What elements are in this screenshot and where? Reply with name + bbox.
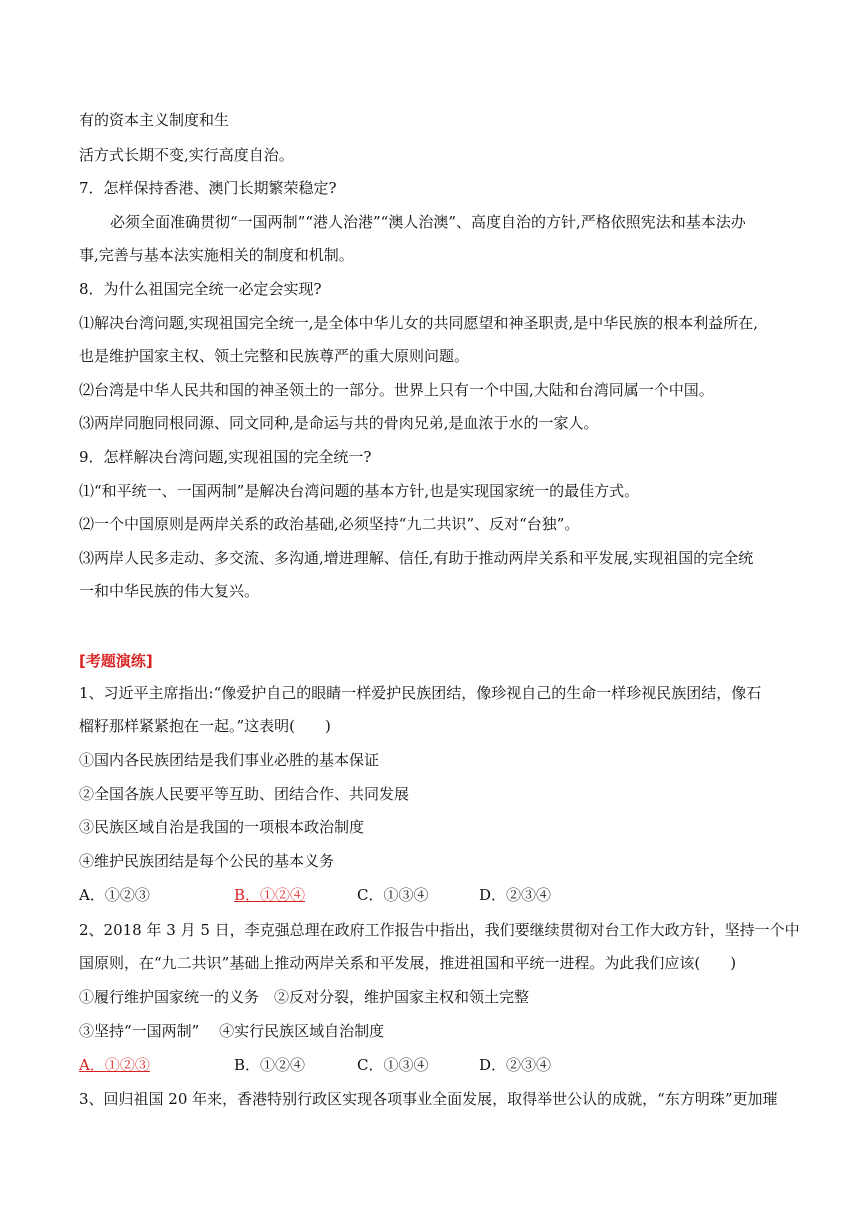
q9-title: 9．怎样解决台湾问题,实现祖国的完全统一? [79,448,372,466]
q7-answer-line: 必须全面准确贯彻“一国两制”“港人治港”“澳人治澳”、高度自治的方针,严格依照宪法和基本法办 [110,213,746,231]
q9-item-2: ⑵一个中国原则是两岸关系的政治基础,必须坚持“九二共识”、反对“台独”。 [79,515,580,533]
q7-title: 7．怎样保持香港、澳门长期繁荣稳定? [79,179,337,197]
paragraph-line: 有的资本主义制度和生 [79,111,230,129]
q2-option-c[interactable]: C．①③④ [357,1056,429,1074]
q8-item-1: ⑴解决台湾问题,实现祖国完全统一,是全体中华儿女的共同愿望和神圣职责,是中华民族的根本利益所在, [79,314,759,332]
q2-statements-1-2: ①履行维护国家统一的义务 ②反对分裂，维护国家主权和领土完整 [79,988,530,1006]
paragraph-line: 活方式长期不变,实行高度自治。 [79,146,294,164]
q8-item-1-cont: 也是维护国家主权、领土完整和民族尊严的重大原则问题。 [79,347,470,365]
q2-option-b[interactable]: B．①②④ [234,1056,306,1074]
q8-item-3: ⑶两岸同胞同根同源、同文同种,是命运与共的骨肉兄弟,是血浓于水的一家人。 [79,414,599,432]
q2-statements-3-4: ③坚持“一国两制” ④实行民族区域自治制度 [79,1022,385,1040]
q1-option-a[interactable]: A．①②③ [79,886,150,904]
q9-item-3: ⑶两岸人民多走动、多交流、多沟通,增进理解、信任,有助于推动两岸关系和平发展,实现祖国的完全统 [79,549,754,567]
q1-option-c[interactable]: C．①③④ [357,886,429,904]
q7-answer-line: 事,完善与基本法实施相关的制度和机制。 [79,246,354,264]
q1-option-d[interactable]: D．②③④ [479,886,552,904]
practice-section-header: [考题演练] [79,652,153,670]
q1-statement-1: ①国内各民族团结是我们事业必胜的基本保证 [79,751,380,769]
q2-option-d[interactable]: D．②③④ [479,1056,552,1074]
q1-statement-4: ④维护民族团结是每个公民的基本义务 [79,852,335,870]
q8-title: 8．为什么祖国完全统一必定会实现? [79,280,322,298]
q3-stem: 3、回归祖国 20 年来，香港特别行政区实现各项事业全面发展，取得举世公认的成就，“东方明珠”更加璀 [79,1090,778,1108]
q8-item-2: ⑵台湾是中华人民共和国的神圣领土的一部分。世界上只有一个中国,大陆和台湾同属一个中国。 [79,381,714,399]
q2-stem-cont: 国原则，在“九二共识”基础上推动两岸关系和平发展，推进祖国和平统一进程。为此我们应该( ) [79,954,737,972]
q9-item-1: ⑴“和平统一、一国两制”是解决台湾问题的基本方针,也是实现国家统一的最佳方式。 [79,482,640,500]
q1-statement-3: ③民族区域自治是我国的一项根本政治制度 [79,818,365,836]
q1-stem: 1、习近平主席指出:“像爱护自己的眼睛一样爱护民族团结，像珍视自己的生命一样珍视民族团结，像石 [79,684,762,702]
q1-statement-2: ②全国各族人民要平等互助、团结合作、共同发展 [79,785,410,803]
q1-option-b-answer[interactable]: B．①②④ [234,886,306,904]
q1-stem-cont: 榴籽那样紧紧抱在一起。”这表明( ) [79,717,331,735]
q2-stem: 2、2018 年 3 月 5 日，李克强总理在政府工作报告中指出，我们要继续贯彻对台工作大政方针，坚持一个中 [79,921,800,939]
q2-option-a-answer[interactable]: A．①②③ [79,1056,150,1074]
q9-item-3-cont: 一和中华民族的伟大复兴。 [79,582,260,600]
